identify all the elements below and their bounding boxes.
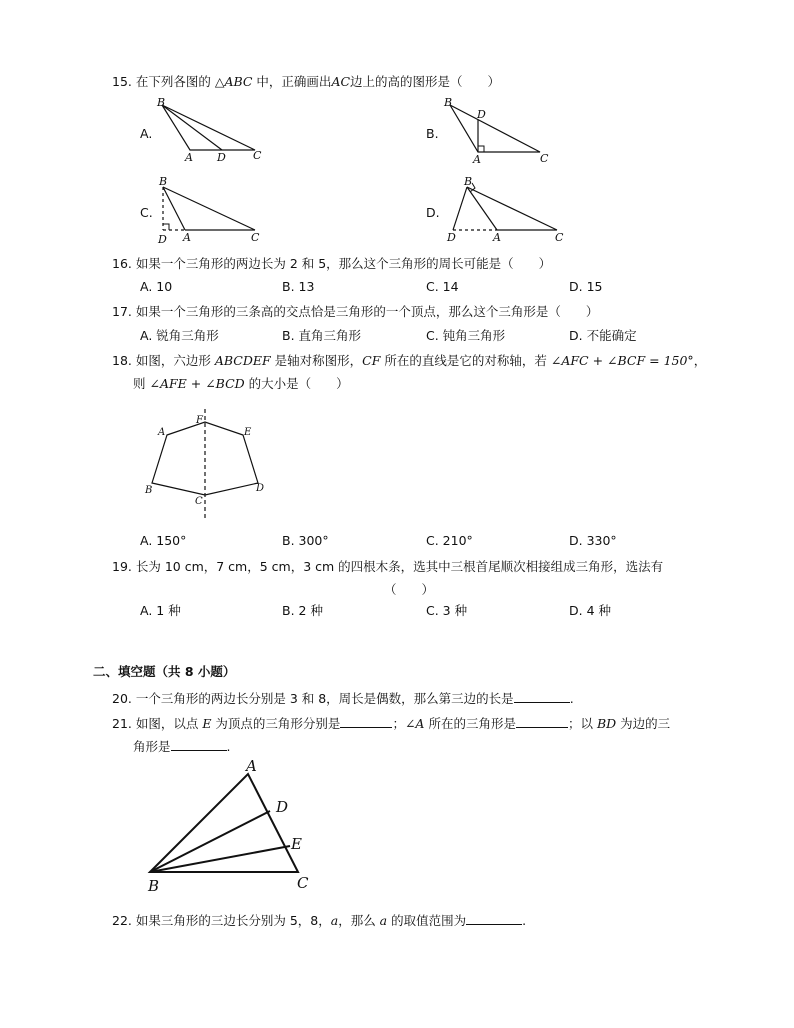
q15-figure-d <box>445 175 570 245</box>
q17-option-b[interactable]: B. 直角三角形 <box>282 328 362 343</box>
q17-option-c[interactable]: C. 钝角三角形 <box>426 328 506 343</box>
q15-b-label-d: D <box>477 108 486 121</box>
q18-option-c[interactable]: C. 210° <box>426 533 473 548</box>
q19-stem: 19. 长为 10 cm，7 cm，5 cm，3 cm 的四根木条，选其中三根首尾顺次相接组成三角形，选法有 <box>112 559 664 574</box>
q17-stem: 17. 如果一个三角形的三条高的交点恰是三角形的一个顶点，那么这个三角形是（ ） <box>112 304 599 319</box>
q18-option-d[interactable]: D. 330° <box>569 533 617 548</box>
q15-option-b-label[interactable]: B. <box>426 126 439 141</box>
q21-stem-line1: 21. 如图，以点 E 为顶点的三角形分别是 ；∠A 所在的三角形是 ；以 BD 为边的三 <box>112 716 671 731</box>
q15-option-d-label[interactable]: D. <box>426 205 440 220</box>
q15-d-label-b: B <box>464 175 473 188</box>
q21-label-c: C <box>297 874 309 892</box>
q19-option-b[interactable]: B. 2 种 <box>282 603 323 618</box>
q16-option-d[interactable]: D. 15 <box>569 279 603 294</box>
q16-option-c[interactable]: C. 14 <box>426 279 459 294</box>
q22-stem: 22. 如果三角形的三边长分别为 5，8，a，那么 a 的取值范围为 . <box>112 913 527 928</box>
q16-option-a[interactable]: A. 10 <box>140 279 173 294</box>
q18-label-e: E <box>244 427 252 438</box>
q16-option-b[interactable]: B. 13 <box>282 279 315 294</box>
q17-option-a[interactable]: A. 锐角三角形 <box>140 328 219 343</box>
q19-paren: （ ） <box>384 582 435 597</box>
q18-label-f: F <box>196 415 203 426</box>
q21-label-b: B <box>148 877 160 895</box>
q15-c-label-a: A <box>183 231 191 244</box>
q18-option-b[interactable]: B. 300° <box>282 533 329 548</box>
q15-option-c-label[interactable]: C. <box>140 205 153 220</box>
q20-stem: 20. 一个三角形的两边长分别是 3 和 8，周长是偶数，那么第三边的长是 . <box>112 691 574 706</box>
q15-a-label-b: B <box>157 96 166 109</box>
q15-a-label-a: A <box>185 151 193 164</box>
q15-stem: 15. 在下列各图的 △ABC 中，正确画出AC边上的高的图形是（ ） <box>112 74 501 89</box>
q21-triangle-figure <box>140 755 320 900</box>
variable-a: a <box>330 913 339 928</box>
q19-option-c[interactable]: C. 3 种 <box>426 603 468 618</box>
q17-option-d[interactable]: D. 不能确定 <box>569 328 637 343</box>
q18-option-a[interactable]: A. 150° <box>140 533 187 548</box>
q21-label-e: E <box>291 835 302 853</box>
angle-condition: ∠AFC + ∠BCF = 150° <box>550 353 694 368</box>
variable-a-2: a <box>379 913 388 928</box>
q20-answer-blank[interactable] <box>514 690 570 703</box>
hexagon-name: ABCDEF <box>214 353 271 368</box>
q21-label-d: D <box>276 798 289 816</box>
q22-answer-blank[interactable] <box>466 912 522 925</box>
q15-d-label-a: A <box>493 231 501 244</box>
q15-b-label-b: B <box>444 96 453 109</box>
angle-a: ∠A <box>404 716 425 731</box>
q18-label-b: B <box>145 485 153 496</box>
q15-c-label-d: D <box>158 233 167 246</box>
q19-option-d[interactable]: D. 4 种 <box>569 603 611 618</box>
angle-ask: ∠AFE + ∠BCD <box>149 376 245 391</box>
q18-stem-line1: 18. 如图，六边形 ABCDEF 是轴对称图形，CF 所在的直线是它的对称轴，若 ∠AFC + ∠BCF = 150°， <box>112 353 707 368</box>
q18-label-c: C <box>195 496 203 507</box>
q18-label-d: D <box>256 483 265 494</box>
q15-option-a-label[interactable]: A. <box>140 126 153 141</box>
segment-bd: BD <box>596 716 617 731</box>
q18-label-a: A <box>158 427 166 438</box>
section-fill-in-title: 二、填空题（共 8 小题） <box>93 664 236 679</box>
q15-d-label-d: D <box>447 231 456 244</box>
axis-cf: CF <box>362 353 381 368</box>
triangle-abc: △ABC <box>214 74 253 89</box>
q15-figure-a <box>150 95 270 165</box>
q21-answer-blank-2[interactable] <box>516 715 568 728</box>
q18-hexagon-figure <box>140 405 275 525</box>
q15-c-label-b: B <box>159 175 168 188</box>
q15-b-label-a: A <box>473 153 481 166</box>
q15-figure-c <box>155 175 275 245</box>
q15-a-label-c: C <box>253 149 262 162</box>
q15-c-label-c: C <box>251 231 260 244</box>
q16-stem: 16. 如果一个三角形的两边长为 2 和 5，那么这个三角形的周长可能是（ ） <box>112 256 552 271</box>
point-e: E <box>202 716 212 731</box>
q21-answer-blank-1[interactable] <box>340 715 392 728</box>
q19-option-a[interactable]: A. 1 种 <box>140 603 181 618</box>
q15-b-label-c: C <box>540 152 549 165</box>
q15-a-label-d: D <box>217 151 226 164</box>
q21-answer-blank-3[interactable] <box>171 738 227 751</box>
q15-figure-b <box>440 95 560 165</box>
side-ac: AC <box>331 74 351 89</box>
q21-stem-line2: 角形是 . <box>133 739 231 754</box>
q18-stem-line2: 则 ∠AFE + ∠BCD 的大小是（ ） <box>133 376 349 391</box>
q15-d-label-c: C <box>555 231 564 244</box>
q21-label-a: A <box>246 757 257 775</box>
